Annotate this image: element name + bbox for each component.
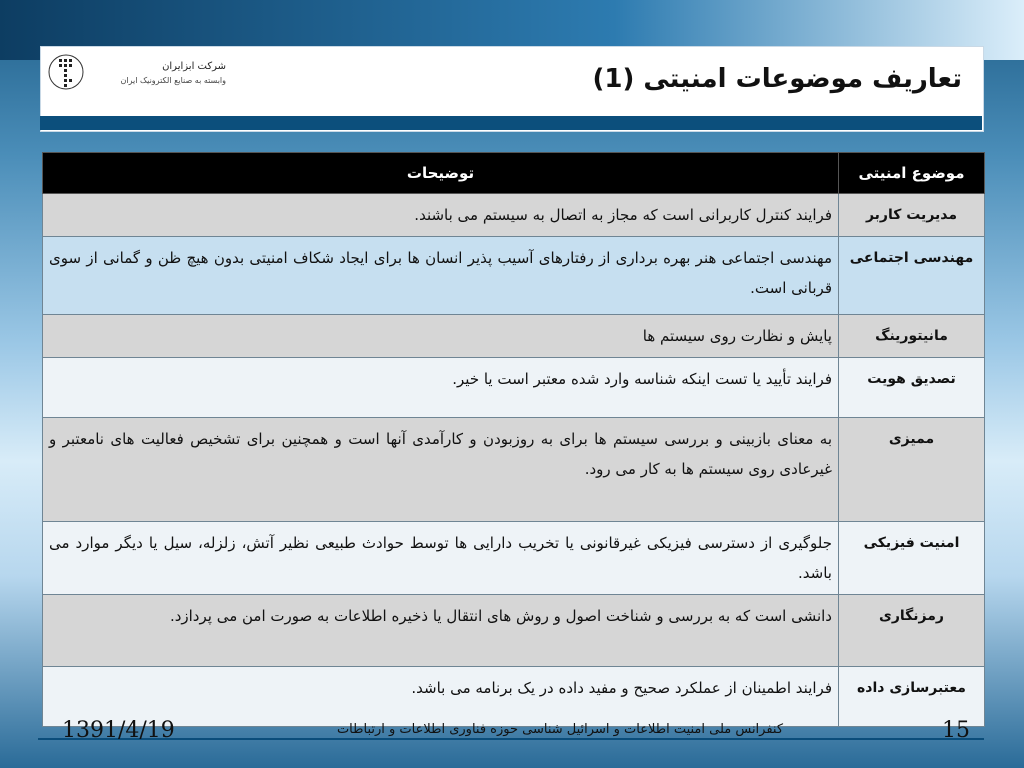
company-name: شرکت ابزایران — [162, 61, 226, 72]
row-topic: مهندسی اجتماعی — [839, 237, 985, 315]
table-row — [43, 667, 985, 727]
definitions-table — [42, 152, 984, 727]
table-row — [43, 194, 985, 237]
table-row — [43, 358, 985, 418]
row-topic: امنیت فیزیکی — [839, 522, 985, 595]
header-underline-bar — [40, 116, 982, 130]
page-number: 15 — [942, 718, 970, 743]
row-topic: تصدیق هویت — [839, 358, 985, 418]
row-description: دانشی است که به بررسی و شناخت اصول و روش های انتقال یا ذخیره اطلاعات به صورت امن می پردازد. — [43, 595, 839, 667]
company-subtitle: وابسته به صنایع الکترونیک ایران — [120, 76, 226, 85]
row-description: فرایند اطمینان از عملکرد صحیح و مفید داده در یک برنامه می باشد. — [43, 667, 839, 727]
company-name-block — [96, 60, 226, 88]
row-topic: مانیتورینگ — [839, 315, 985, 358]
table-row — [43, 595, 985, 667]
footer-divider — [38, 738, 984, 740]
slide-title: تعاریف موضوعات امنیتی (1) — [592, 64, 962, 94]
table-row — [43, 418, 985, 522]
table-row — [43, 315, 985, 358]
company-logo-icon — [46, 50, 86, 98]
row-topic: رمزنگاری — [839, 595, 985, 667]
row-description: مهندسی اجتماعی هنر بهره برداری از رفتارهای آسیب پذیر انسان ها برای ایجاد شکاف امنیتی بدون هیچ ظن و گمانی از سوی قربانی است. — [43, 237, 839, 315]
row-description: فرایند تأیید یا تست اینکه شناسه وارد شده معتبر است یا خیر. — [43, 358, 839, 418]
header-topic: موضوع امنیتی — [839, 153, 985, 194]
footer-conference-title: کنفرانس ملی امنیت اطلاعات و اسرائیل شناسی حوزه فناوری اطلاعات و ارتباطات — [336, 722, 784, 737]
row-topic: ممیزی — [839, 418, 985, 522]
footer-date: 1391/4/19 — [62, 718, 175, 743]
row-description: فرایند کنترل کاربرانی است که مجاز به اتصال به سیستم می باشند. — [43, 194, 839, 237]
row-description: به معنای بازبینی و بررسی سیستم ها برای به روزبودن و کارآمدی آنها است و همچنین برای تشخیص فعالیت های نامعتبر و غیرعادی روی سیستم ها به کار می رود. — [43, 418, 839, 522]
row-description: پایش و نظارت روی سیستم ها — [43, 315, 839, 358]
header-description: توضیحات — [43, 153, 839, 194]
row-topic: معتبرسازی داده — [839, 667, 985, 727]
row-description: جلوگیری از دسترسی فیزیکی غیرقانونی یا تخریب دارایی ها توسط حوادث طبیعی نظیر آتش، زلزله، سیل یا دیگر موارد می باشد. — [43, 522, 839, 595]
table-row — [43, 237, 985, 315]
table-header-row — [43, 153, 985, 194]
table-row — [43, 522, 985, 595]
row-topic: مدیریت کاربر — [839, 194, 985, 237]
